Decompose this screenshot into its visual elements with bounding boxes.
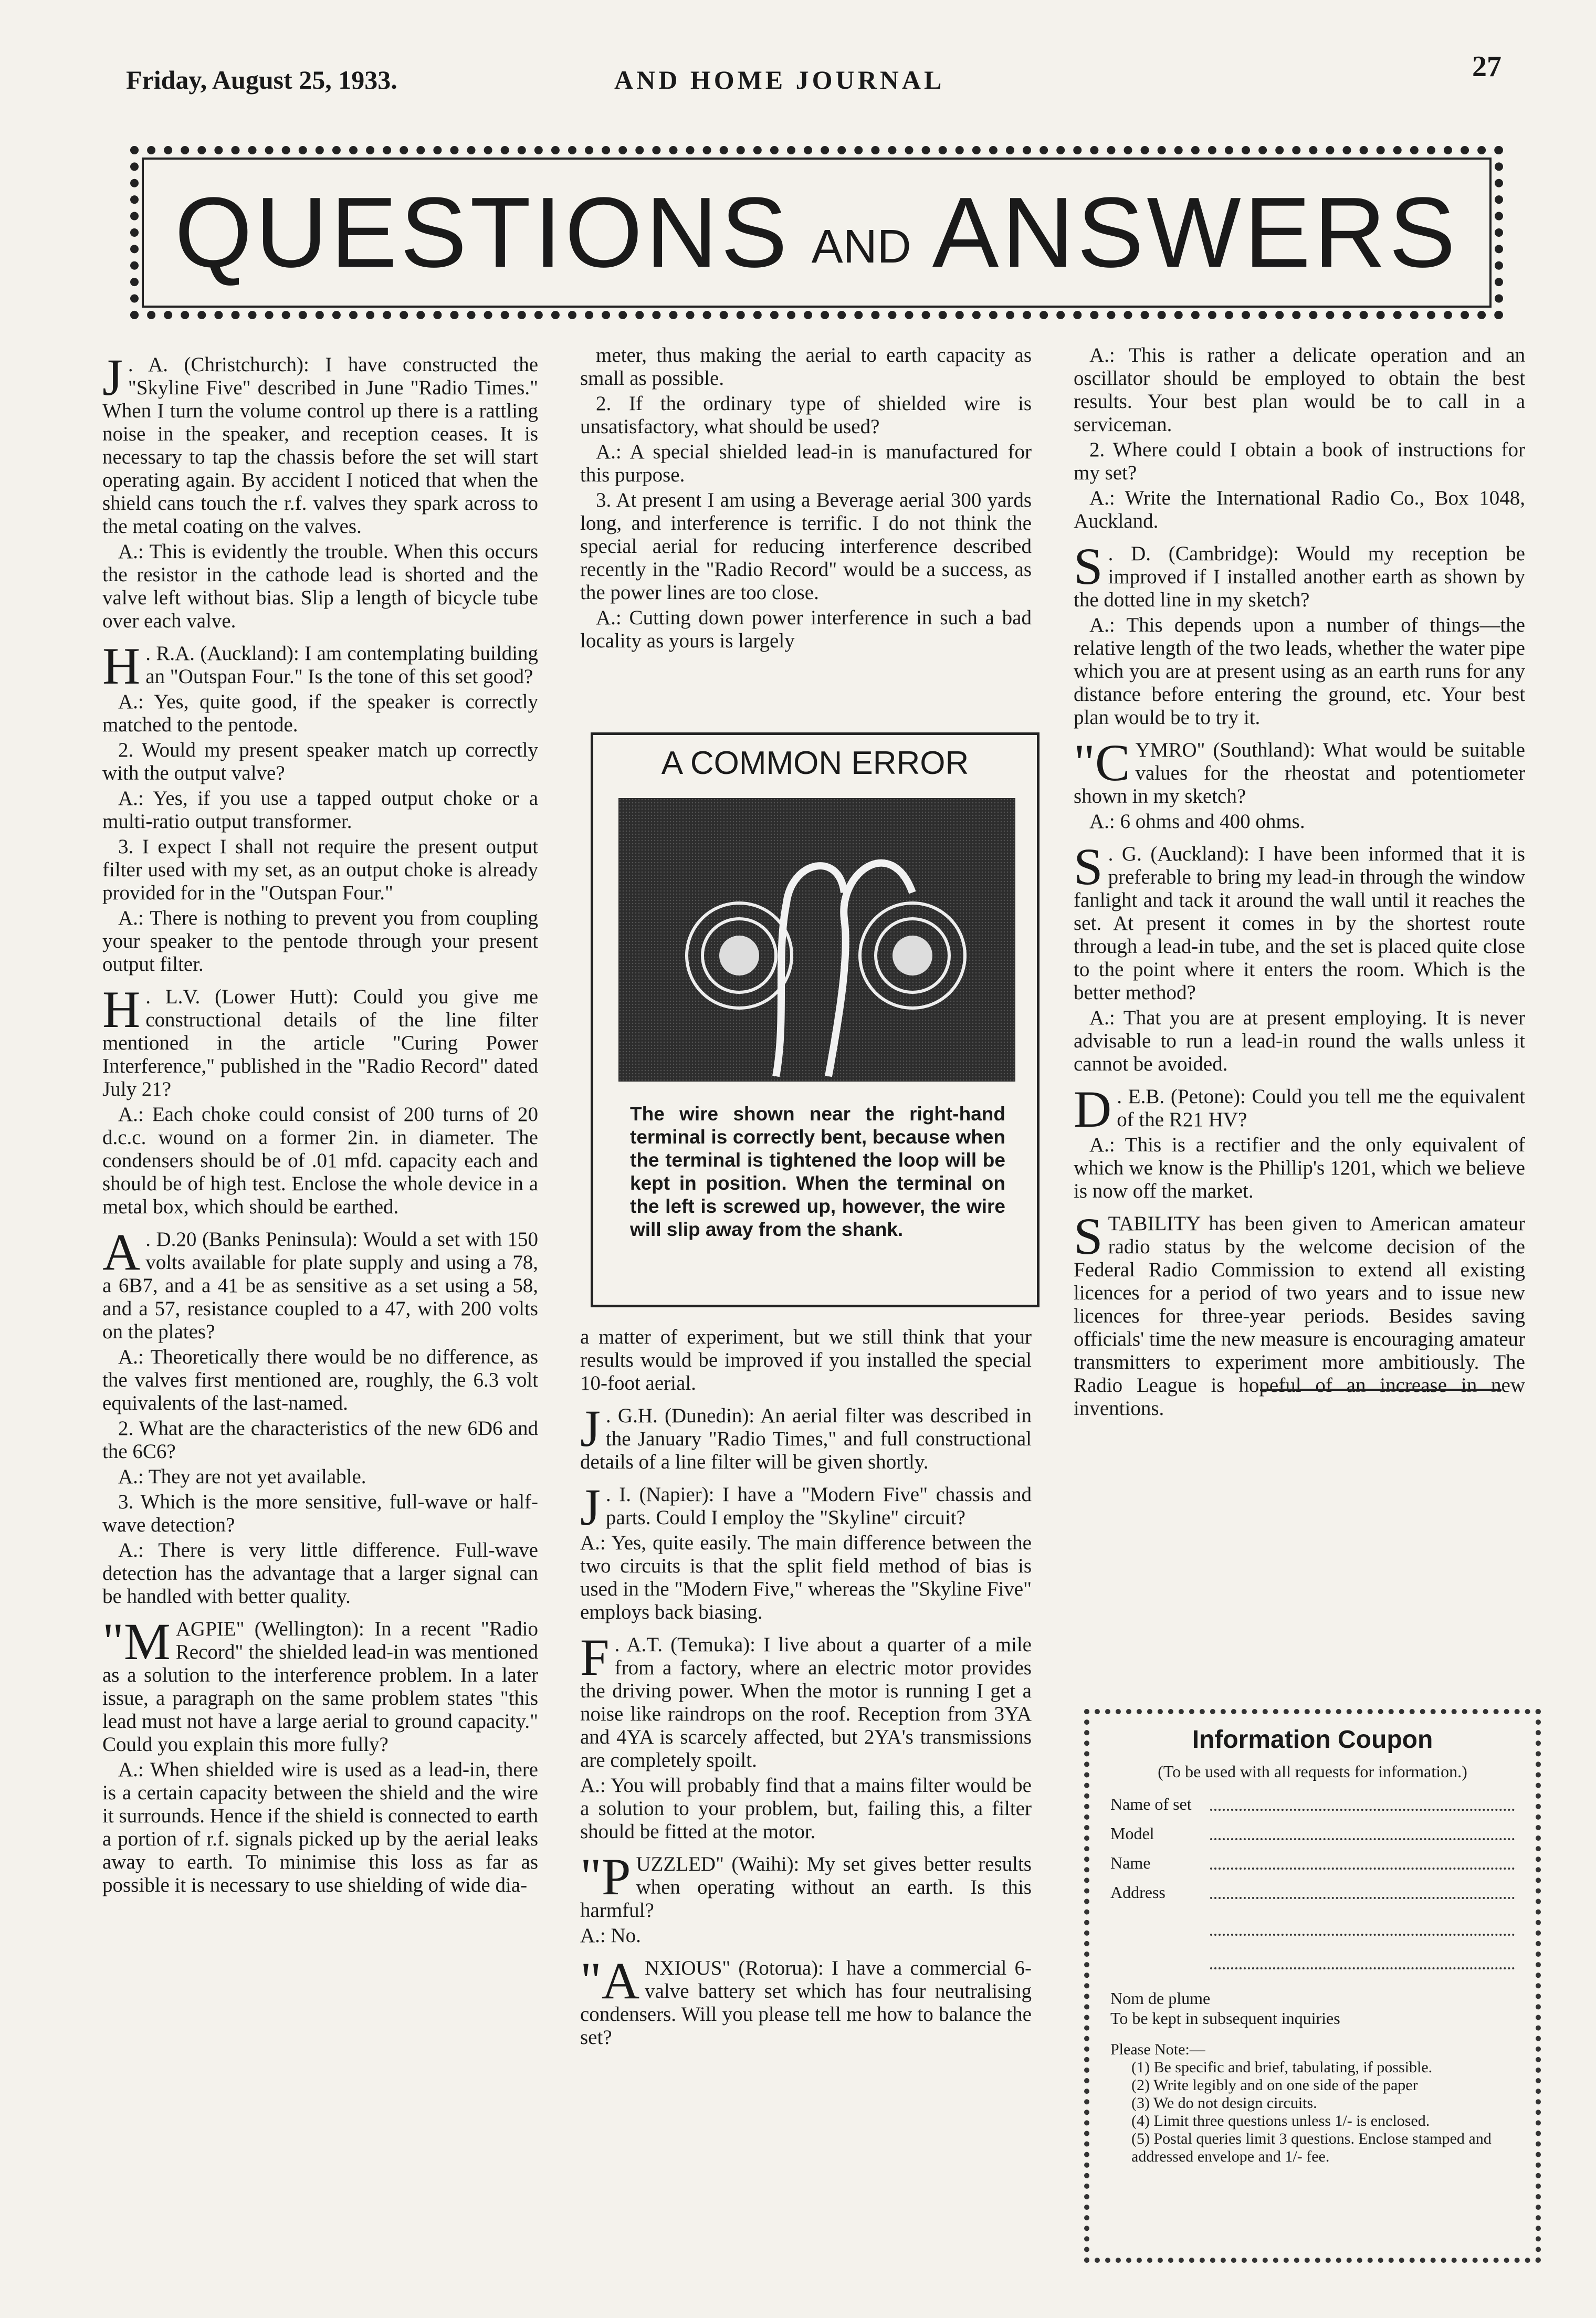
question-text: . E.B. (Petone): Could you tell me the equivalent of the R21 HV? [1117,1085,1525,1131]
answer-paragraph: A.: This is a rectifier and the only equivalent of which we know is the Phillip's 1201, which we believe is now off the market. [1074,1134,1525,1202]
question-paragraph [102,1223,538,1344]
drop-cap: F [580,1628,610,1686]
drop-cap: J [102,348,123,406]
question-paragraph [1074,837,1525,1004]
answer-paragraph: A.: There is nothing to prevent you from coupling your speaker to the pentode through your present output filter. [102,907,538,976]
answer-paragraph: A.: That you are at present employing. It is never advisable to run a lead-in round the walls unless it cannot be avoided. [1074,1006,1525,1075]
question-text: NXIOUS" (Rotorua): I have a commercial 6-valve battery set which has four neutralising condensers. Will you please tell me how to balance the set? [580,1957,1032,2049]
drop-cap: S [1074,537,1103,595]
figure-caption: The wire shown near the right-hand terminal is correctly bent, because when the terminal is tightened the loop will be kept in position. When the terminal on the left is screwed up, however, the wire will slip away from the shank. [630,1103,1005,1240]
drop-cap: H [102,637,141,695]
section-title-banner [130,146,1503,319]
coupon-field-model[interactable]: Model [1110,1823,1515,1843]
drop-cap: D [1074,1080,1112,1138]
column-1 [102,344,538,1899]
question-text: . G. (Auckland): I have been informed that it is preferable to bring my lead-in through the window fanlight and tack it around the wall until it reaches the set. At present it comes in by the shortest route through a lead-in tube, and the set is placed quite close to the point where it enters the room. Which is the better method? [1074,843,1525,1004]
drop-cap: "A [580,1952,640,2010]
coupon-nom-de-plume[interactable]: Nom de plume To be kept in subsequent inquiries [1110,1989,1340,2028]
answer-paragraph: A.: Theoretically there would be no difference, as the valves first mentioned are, roughly, the 6.3 volt equivalents of the last-named. [102,1346,538,1414]
coupon-note-1: (1) Be specific and brief, tabulating, if possible. [1131,2059,1433,2076]
coupon-address-line-3[interactable] [1210,1953,1515,1969]
drop-cap: A [102,1223,141,1281]
drop-cap: "C [1074,733,1130,792]
question-text: . I. (Napier): I have a "Modern Five" chassis and parts. Could I employ the "Skyline" circuit? [605,1483,1032,1529]
answer-paragraph: A.: Yes, if you use a tapped output choke or a multi-ratio output transformer. [102,787,538,833]
answer-paragraph: A.: Cutting down power interference in such a bad locality as yours is largely [580,606,1032,652]
question-text: . A. (Christchurch): I have constructed the "Skyline Five" described in June "Radio Times." When I turn the volume control up there is a rattling noise in the speaker, and reception ceases. It is necessary to tap the chassis before the set will start operating again. By accident I noticed that when the shield cans touch the r.f. valves they spark across to the metal coating on the valves. [102,353,538,538]
title-word-and: AND [811,221,911,273]
coupon-note-2: (2) Write legibly and on one side of the paper [1131,2076,1418,2094]
page-number: 27 [1472,50,1502,83]
question-paragraph [580,1399,1032,1474]
coupon-address-line-2[interactable] [1210,1919,1515,1936]
answer-paragraph: A.: Yes, quite good, if the speaker is correctly matched to the pentode. [102,690,538,736]
question-text: AGPIE" (Wellington): In a recent "Radio Record" the shielded lead-in was mentioned as a solution to the interference problem. In a later issue, a paragraph on the same problem states "this lead must not have a large aerial to ground capacity." Could you explain this more fully? [102,1618,538,1756]
answer-paragraph: A.: Yes, quite easily. The main difference between the two circuits is that the split field method of bias is used in the "Modern Five," whereas the "Skyline Five" employs back biasing. [580,1532,1032,1623]
answer-paragraph: a matter of experiment, but we still think that your results would be improved if you installed the special 10-foot aerial. [580,1326,1032,1394]
column-2-continued [580,1326,1032,2051]
question-text: . D. (Cambridge): Would my reception be improved if I installed another earth as shown by the dotted line in my sketch? [1074,542,1525,611]
question-text: . G.H. (Dunedin): An aerial filter was described in the January "Radio Times," and full constructional details of a line filter will be given shortly. [580,1404,1032,1473]
question-paragraph [102,637,538,695]
answer-paragraph: 2. If the ordinary type of shielded wire is unsatisfactory, what should be used? [580,392,1032,438]
question-paragraph [580,1478,1032,1536]
title-word-questions: QUESTIONS [174,177,791,288]
question-text: YMRO" (Southland): What would be suitable values for the rheostat and potentiometer shown in my sketch? [1074,739,1525,807]
coupon-notes: Please Note:— (1) Be specific and brief, tabulating, if possible. (2) Write legibly and on one side of the paper (3) We do not design circuits. (4) Limit three questions unless 1/- is enclosed. (5) Postal queries limit 3 questions. Enclose stamped and addressed envelope and 1/- fee. [1110,2041,1515,2166]
answer-paragraph: 3. At present I am using a Beverage aerial 300 yards long, and interference is terrific. I do not think the special aerial for reducing interference described recently in the "Radio Record" would be a success, as the power lines are too close. [580,489,1032,604]
question-paragraph [1074,537,1525,612]
answer-paragraph: A.: When shielded wire is used as a lead-in, there is a certain capacity between the shield and the wire it surrounds. Hence if the shield is connected to earth a portion of r.f. signals picked up by the aerial leaks away to earth. To minimise this loss as far as possible it is necessary to use shielding of wide dia- [102,1758,538,1896]
drop-cap: "M [102,1612,171,1671]
drop-cap: J [580,1478,601,1536]
coupon-note-5: (5) Postal queries limit 3 questions. Enclose stamped and addressed envelope and 1/- fee. [1131,2130,1492,2165]
drop-cap: "P [580,1848,631,1906]
question-text: . D.20 (Banks Peninsula): Would a set with 150 volts available for plate supply and using a 78, a 6B7, and a 41 be as sensitive as a set using a 58, and a 57, resistance coupled to a 47, with 200 volts on the plates? [102,1228,538,1343]
question-paragraph [102,348,538,538]
coupon-field-address[interactable]: Address [1110,1882,1515,1902]
question-text: UZZLED" (Waihi): My set gives better results when operating without an earth. Is this harmful? [580,1853,1032,1922]
drop-cap: S [1074,837,1103,896]
page-header [126,50,1502,97]
answer-paragraph: A.: 6 ohms and 400 ohms. [1089,810,1305,833]
question-paragraph [580,1848,1032,1922]
answer-paragraph: 2. Where could I obtain a book of instructions for my set? [1074,438,1525,484]
drop-cap: H [102,980,141,1039]
answer-paragraph: A.: A special shielded lead-in is manufactured for this purpose. [580,440,1032,486]
answer-paragraph: 2. What are the characteristics of the new 6D6 and the 6C6? [102,1417,538,1463]
answer-paragraph: A.: There is very little difference. Full-wave detection has the advantage that a larger signal can be handled with better quality. [102,1539,538,1608]
coupon-field-name[interactable]: Name [1110,1853,1515,1873]
answer-paragraph: meter, thus making the aerial to earth capacity as small as possible. [580,344,1032,390]
answer-paragraph: 2. Would my present speaker match up correctly with the output valve? [102,739,538,784]
title-word-answers: ANSWERS [932,177,1459,288]
question-text: . L.V. (Lower Hutt): Could you give me constructional details of the line filter mentioned in the article "Curing Power Interference," published in the "Radio Record" dated July 21? [102,985,538,1100]
question-text: TABILITY has been given to American amateur radio status by the welcome decision of the Federal Radio Commission to extend all existing licences for a period of two years and to issue new licences for three-year periods. Besides saving officials' time the new measure is encouraging amateur transmitters to experiment more ambitiously. The Radio League is hopeful of an increase in new inventions. [1074,1212,1525,1420]
answer-paragraph: A.: You will probably find that a mains filter would be a solution to your problem, but, failing this, a filter should be fitted at the motor. [580,1774,1032,1843]
question-paragraph [580,1628,1032,1772]
information-coupon[interactable] [1084,1709,1541,2263]
answer-paragraph: 3. Which is the more sensitive, full-wave or half-wave detection? [102,1491,538,1536]
coupon-title: Information Coupon [1192,1726,1433,1754]
answer-paragraph: A.: This is evidently the trouble. When this occurs the resistor in the cathode lead is shorted and the valve left without bias. Slip a length of bicycle tube over each valve. [102,540,538,632]
answer-paragraph: A.: Write the International Radio Co., Box 1048, Auckland. [1074,487,1525,532]
coupon-subtitle: (To be used with all requests for information.) [1158,1762,1467,1781]
issue-date: Friday, August 25, 1933. [126,65,397,95]
column-2 [580,344,1032,655]
coupon-field-name-of-set[interactable]: Name of set [1110,1794,1515,1814]
question-paragraph [580,1952,1032,2049]
question-paragraph [102,1612,538,1756]
figure-title: A COMMON ERROR [661,745,969,781]
journal-title: AND HOME JOURNAL [614,65,945,95]
common-error-figure [591,732,1040,1307]
answer-paragraph: A.: Each choke could consist of 200 turns of 20 d.c.c. wound on a former 2in. in diameter. The condensers should be of .01 mfd. capacity each and should be of high test. Enclose the whole device in a metal box, which should be earthed. [102,1103,538,1218]
answer-paragraph: A.: They are not yet available. [118,1465,366,1488]
column-3 [1074,344,1525,1422]
drop-cap: J [580,1399,601,1457]
separator-rule [1260,1389,1502,1391]
coupon-note-4: (4) Limit three questions unless 1/- is enclosed. [1131,2112,1430,2130]
question-text: . A.T. (Temuka): I live about a quarter of a mile from a factory, where an electric motor provides the driving power. When the motor is running I get a noise like raindrops on the roof. Reception from 3YA and 4YA is scarcely affected, but 2YA's transmissions are completely spoilt. [580,1633,1032,1771]
answer-paragraph: A.: This is rather a delicate operation and an oscillator should be employed to obtain the best results. Your best plan would be to call in a serviceman. [1074,344,1525,436]
coupon-note-3: (3) We do not design circuits. [1131,2094,1317,2112]
terminal-photo [618,798,1015,1082]
question-paragraph [1074,1080,1525,1138]
drop-cap: S [1074,1207,1103,1265]
answer-paragraph: A.: No. [580,1924,641,1947]
answer-paragraph: A.: This depends upon a number of things—the relative length of the two leads, whether the water pipe which you are at present using as an earth runs for any distance before entering the ground, etc. Your best plan would be to try it. [1074,614,1525,729]
question-text: . R.A. (Auckland): I am contemplating building an "Outspan Four." Is the tone of this set good? [145,642,538,688]
answer-paragraph: 3. I expect I shall not require the present output filter used with my set, as an output choke is already provided for in the "Outspan Four." [102,835,538,904]
question-paragraph [1074,733,1525,808]
question-paragraph [102,980,538,1101]
